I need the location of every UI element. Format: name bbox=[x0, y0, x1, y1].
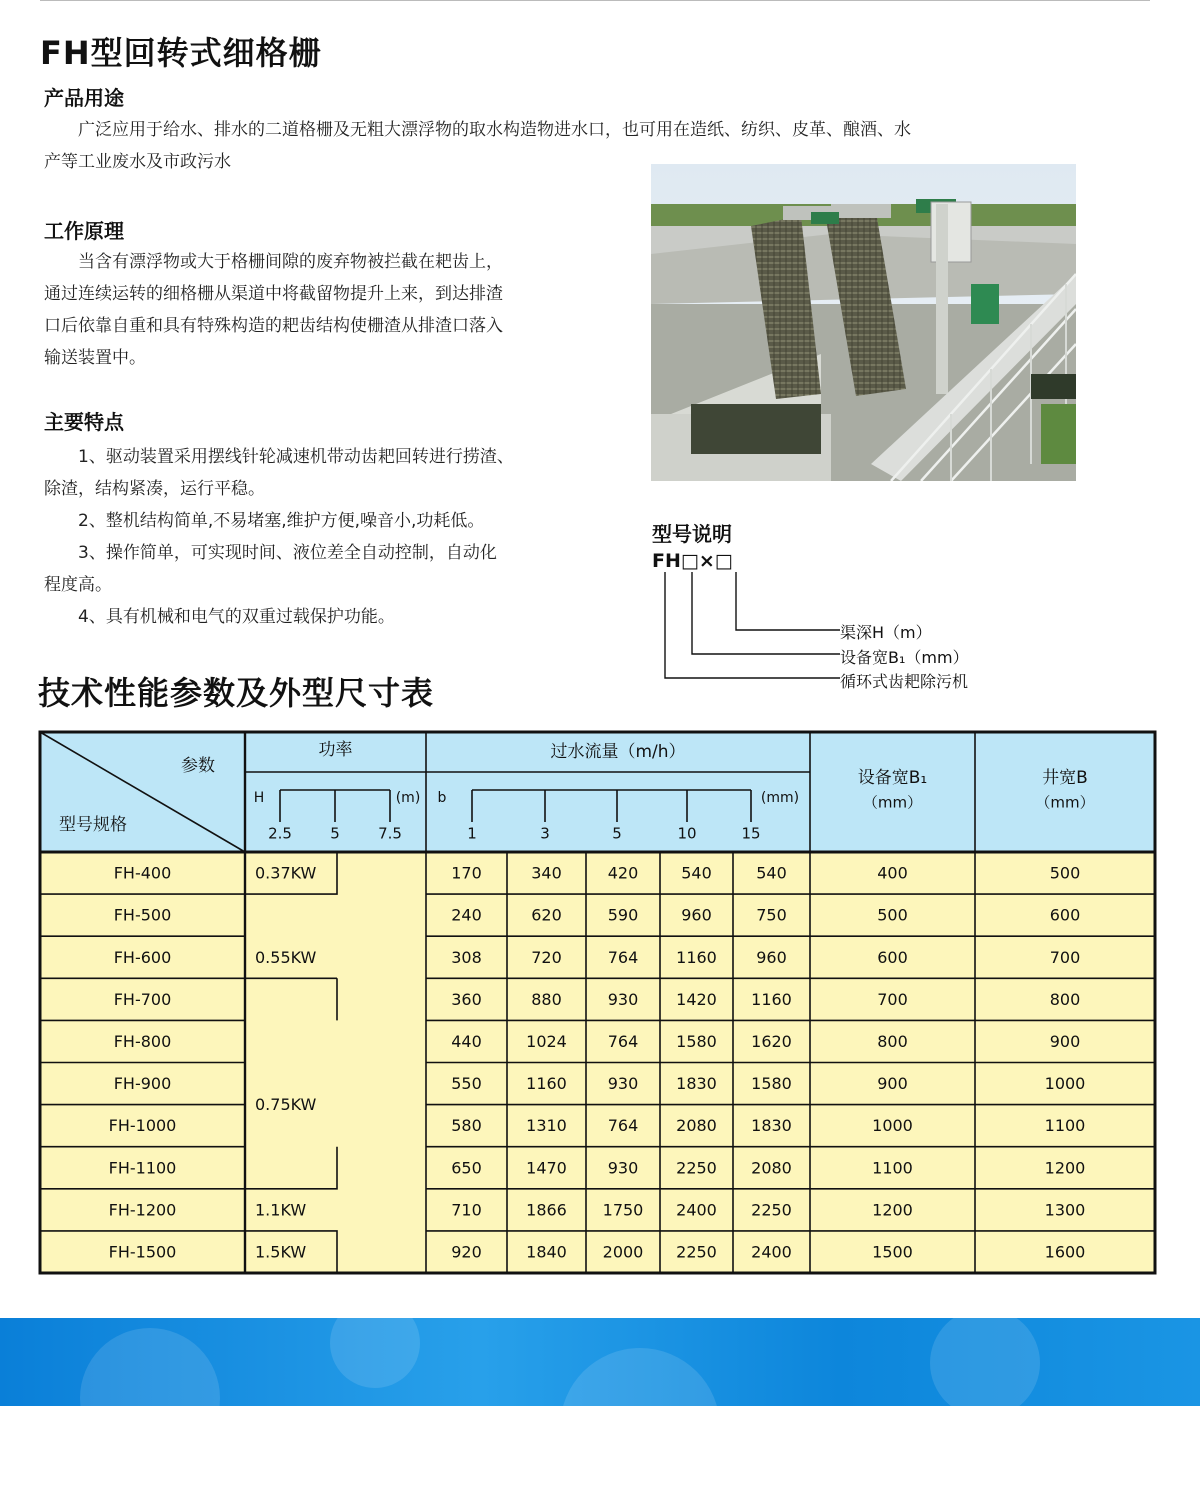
well-cell: 1300 bbox=[1044, 1200, 1086, 1220]
footer-bubble bbox=[930, 1308, 1040, 1418]
model-cell: FH-1100 bbox=[108, 1158, 177, 1178]
flow-cell: 580 bbox=[451, 1116, 482, 1136]
b-scale-unit: (mm) bbox=[760, 790, 800, 806]
model-item-type: 循环式齿耙除污机 bbox=[840, 672, 969, 691]
width-cell: 500 bbox=[877, 905, 908, 925]
flow-cell: 1024 bbox=[526, 1031, 567, 1051]
flow-cell: 1470 bbox=[526, 1158, 567, 1178]
power-cell: 0.37KW bbox=[255, 863, 317, 883]
h-scale-tick-label: 2.5 bbox=[268, 824, 292, 843]
model-cell: FH-600 bbox=[113, 947, 172, 967]
well-cell: 1600 bbox=[1044, 1242, 1086, 1262]
flow-cell: 2250 bbox=[676, 1158, 717, 1178]
flow-cell: 540 bbox=[756, 863, 787, 883]
model-heading: 型号说明 bbox=[652, 522, 732, 546]
footer-band bbox=[0, 1318, 1200, 1406]
feature-line: 程度高。 bbox=[44, 575, 112, 595]
flow-cell: 930 bbox=[607, 989, 639, 1009]
principle-line: 当含有漂浮物或大于格栅间隙的废弃物被拦截在耙齿上， bbox=[78, 252, 503, 272]
flow-cell: 2080 bbox=[676, 1116, 717, 1136]
flow-cell: 930 bbox=[607, 1158, 639, 1178]
flow-cell: 590 bbox=[607, 905, 639, 925]
flow-cell: 1830 bbox=[676, 1074, 717, 1094]
usage-line: 广泛应用于给水、排水的二道格栅及无粗大漂浮物的取水构造物进水口，也可用在造纸、纺织、皮革、酿酒、水 bbox=[78, 120, 911, 140]
table-title: 技术性能参数及外型尺寸表 bbox=[38, 674, 435, 712]
flow-cell: 930 bbox=[607, 1074, 639, 1094]
well-cell: 600 bbox=[1049, 905, 1081, 925]
power-header: 功率 bbox=[318, 740, 353, 760]
flow-cell: 620 bbox=[531, 905, 562, 925]
flow-cell: 1160 bbox=[526, 1074, 567, 1094]
h-scale-tick-label: 5 bbox=[330, 824, 340, 843]
model-cell: FH-800 bbox=[113, 1031, 172, 1051]
width-cell: 1200 bbox=[872, 1200, 913, 1220]
feature-line: 2、整机结构简单,不易堵塞,维护方便,噪音小,功耗低。 bbox=[78, 511, 485, 531]
corner-model-label: 型号规格 bbox=[59, 815, 127, 835]
feature-line: 除渣，结构紧凑，运行平稳。 bbox=[44, 479, 265, 499]
footer-bubble bbox=[560, 1348, 720, 1508]
model-item-depth: 渠深H（m） bbox=[840, 623, 932, 642]
well-cell: 900 bbox=[1049, 1031, 1081, 1051]
model-cell: FH-1500 bbox=[108, 1242, 177, 1262]
usage-line: 产等工业废水及市政污水 bbox=[44, 152, 231, 172]
well-cell: 500 bbox=[1049, 863, 1081, 883]
width-cell: 1500 bbox=[872, 1242, 913, 1262]
width-cell: 1000 bbox=[872, 1116, 913, 1136]
width-cell: 700 bbox=[877, 989, 908, 1009]
width-header: 设备宽B₁ bbox=[857, 768, 928, 788]
b-scale-tick-label: 15 bbox=[741, 824, 761, 843]
well-cell: 1200 bbox=[1044, 1158, 1086, 1178]
flow-cell: 308 bbox=[451, 947, 482, 967]
product-photo bbox=[651, 164, 1076, 481]
power-cell: 1.1KW bbox=[255, 1200, 307, 1220]
feature-line: 4、具有机械和电气的双重过载保护功能。 bbox=[78, 607, 395, 627]
principle-line: 输送装置中。 bbox=[44, 348, 146, 368]
width-cell: 400 bbox=[877, 863, 908, 883]
flow-cell: 1420 bbox=[676, 989, 717, 1009]
spec-table bbox=[38, 730, 1158, 1280]
flow-cell: 540 bbox=[681, 863, 712, 883]
power-cell: 0.55KW bbox=[255, 947, 317, 967]
flow-cell: 650 bbox=[451, 1158, 482, 1178]
corner-param-label: 参数 bbox=[181, 756, 215, 776]
flow-cell: 2400 bbox=[676, 1200, 717, 1220]
flow-cell: 2250 bbox=[676, 1242, 717, 1262]
flow-header: 过水流量（m/h） bbox=[550, 742, 686, 762]
flow-cell: 764 bbox=[607, 1031, 639, 1051]
h-scale-tick-label: 7.5 bbox=[378, 824, 402, 843]
flow-cell: 1310 bbox=[526, 1116, 567, 1136]
flow-cell: 1580 bbox=[751, 1074, 792, 1094]
flow-cell: 960 bbox=[681, 905, 712, 925]
b-scale-tick-label: 1 bbox=[467, 824, 477, 843]
feature-line: 3、操作简单，可实现时间、液位差全自动控制，自动化 bbox=[78, 543, 497, 563]
flow-cell: 550 bbox=[451, 1074, 482, 1094]
power-cell: 0.75KW bbox=[255, 1095, 317, 1115]
flow-cell: 920 bbox=[451, 1242, 482, 1262]
b-scale-tick-label: 5 bbox=[612, 824, 622, 843]
model-leader-lines bbox=[650, 545, 850, 685]
flow-cell: 960 bbox=[756, 947, 787, 967]
flow-cell: 1750 bbox=[602, 1200, 644, 1220]
h-scale-label: H bbox=[253, 790, 265, 806]
flow-cell: 170 bbox=[451, 863, 482, 883]
model-cell: FH-400 bbox=[113, 863, 172, 883]
well-header: 井宽B bbox=[1042, 768, 1088, 788]
model-cell: FH-900 bbox=[113, 1074, 172, 1094]
model-cell: FH-1000 bbox=[108, 1116, 177, 1136]
flow-cell: 1160 bbox=[676, 947, 717, 967]
flow-cell: 240 bbox=[451, 905, 482, 925]
well-cell: 1000 bbox=[1044, 1074, 1086, 1094]
principle-line: 通过连续运转的细格栅从渠道中将截留物提升上来，到达排渣 bbox=[44, 284, 503, 304]
principle-line: 口后依靠自重和具有特殊构造的耙齿结构使栅渣从排渣口落入 bbox=[44, 316, 503, 336]
flow-cell: 1620 bbox=[751, 1031, 792, 1051]
flow-cell: 1830 bbox=[751, 1116, 792, 1136]
well-unit: （mm） bbox=[1035, 793, 1095, 812]
b-scale-label: b bbox=[437, 790, 447, 806]
flow-cell: 340 bbox=[531, 863, 562, 883]
model-cell: FH-700 bbox=[113, 989, 172, 1009]
flow-cell: 1580 bbox=[676, 1031, 717, 1051]
feature-line: 1、驱动装置采用摆线针轮减速机带动齿耙回转进行捞渣、 bbox=[78, 447, 514, 467]
flow-cell: 710 bbox=[451, 1200, 482, 1220]
flow-cell: 2250 bbox=[751, 1200, 792, 1220]
width-cell: 800 bbox=[877, 1031, 908, 1051]
flow-cell: 1866 bbox=[526, 1200, 567, 1220]
features-text bbox=[44, 441, 644, 633]
principle-text bbox=[44, 246, 644, 374]
footer-bubble bbox=[80, 1328, 220, 1468]
model-cell: FH-1200 bbox=[108, 1200, 177, 1220]
h-scale-unit: (m) bbox=[395, 790, 421, 806]
page-title: FH型回转式细格栅 bbox=[40, 34, 322, 72]
well-cell: 700 bbox=[1049, 947, 1081, 967]
flow-cell: 720 bbox=[531, 947, 562, 967]
width-cell: 600 bbox=[877, 947, 908, 967]
b-scale-tick-label: 10 bbox=[677, 824, 697, 843]
flow-cell: 764 bbox=[607, 1116, 639, 1136]
power-cell: 1.5KW bbox=[255, 1242, 307, 1262]
width-cell: 900 bbox=[877, 1074, 908, 1094]
model-item-width: 设备宽B₁（mm） bbox=[840, 648, 969, 667]
top-rule bbox=[40, 0, 1150, 1]
well-cell: 1100 bbox=[1044, 1116, 1086, 1136]
flow-cell: 750 bbox=[756, 905, 787, 925]
model-cell: FH-500 bbox=[113, 905, 172, 925]
flow-cell: 880 bbox=[531, 989, 562, 1009]
flow-cell: 440 bbox=[451, 1031, 482, 1051]
width-unit: （mm） bbox=[862, 793, 923, 812]
flow-cell: 764 bbox=[607, 947, 639, 967]
well-cell: 800 bbox=[1049, 989, 1081, 1009]
footer-bubble bbox=[330, 1298, 420, 1388]
flow-cell: 2080 bbox=[751, 1158, 792, 1178]
features-heading: 主要特点 bbox=[44, 410, 124, 434]
flow-cell: 420 bbox=[607, 863, 639, 883]
width-cell: 1100 bbox=[872, 1158, 913, 1178]
flow-cell: 2400 bbox=[751, 1242, 792, 1262]
flow-cell: 360 bbox=[451, 989, 482, 1009]
model-code: FH□×□ bbox=[652, 550, 733, 572]
flow-cell: 1160 bbox=[751, 989, 792, 1009]
flow-cell: 2000 bbox=[602, 1242, 644, 1262]
usage-heading: 产品用途 bbox=[44, 86, 124, 110]
principle-heading: 工作原理 bbox=[44, 219, 124, 243]
flow-cell: 1840 bbox=[526, 1242, 567, 1262]
b-scale-tick-label: 3 bbox=[540, 824, 550, 843]
